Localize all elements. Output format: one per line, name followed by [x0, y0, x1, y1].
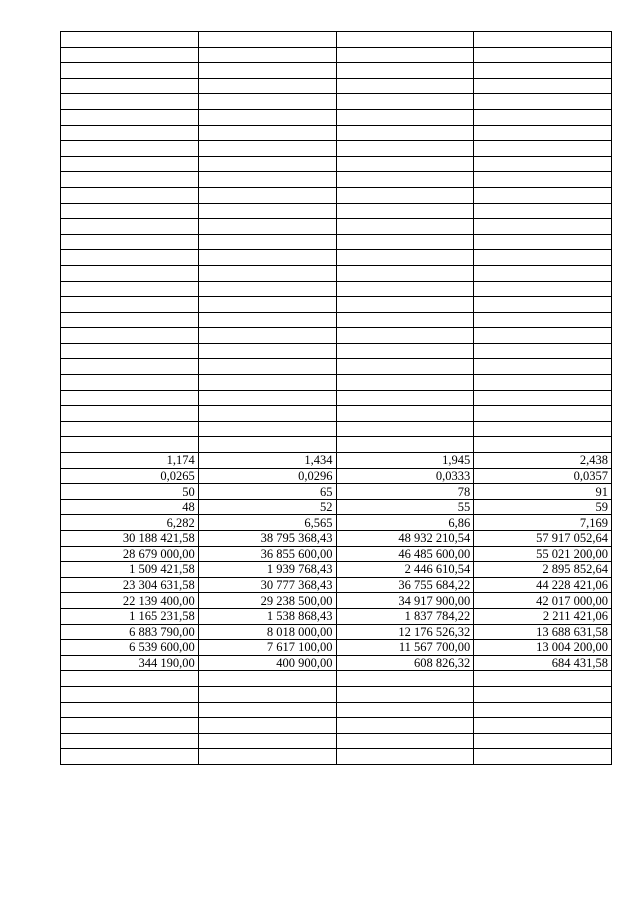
table-row [61, 640, 612, 656]
empty-row [61, 265, 612, 281]
empty-cell [474, 78, 612, 94]
empty-cell [61, 437, 199, 453]
table-cell: 7,169 [474, 515, 612, 531]
empty-cell [61, 250, 199, 266]
empty-cell [61, 125, 199, 141]
table-cell: 55 021 200,00 [474, 546, 612, 562]
empty-cell [474, 421, 612, 437]
empty-row [61, 234, 612, 250]
empty-cell [474, 203, 612, 219]
empty-cell [61, 312, 199, 328]
empty-cell [474, 686, 612, 702]
empty-cell [198, 172, 336, 188]
table-cell: 65 [198, 484, 336, 500]
table-cell: 28 679 000,00 [61, 546, 199, 562]
empty-cell [336, 94, 474, 110]
table-cell: 78 [336, 484, 474, 500]
table-cell: 34 917 900,00 [336, 593, 474, 609]
table-cell: 38 795 368,43 [198, 531, 336, 547]
empty-cell [61, 375, 199, 391]
table-cell: 91 [474, 484, 612, 500]
empty-cell [474, 718, 612, 734]
empty-cell [61, 32, 199, 48]
empty-cell [198, 281, 336, 297]
empty-cell [198, 375, 336, 391]
empty-cell [474, 265, 612, 281]
empty-cell [198, 406, 336, 422]
empty-cell [474, 733, 612, 749]
empty-cell [61, 718, 199, 734]
table-cell: 29 238 500,00 [198, 593, 336, 609]
table-cell: 7 617 100,00 [198, 640, 336, 656]
table-cell: 0,0296 [198, 468, 336, 484]
empty-row [61, 343, 612, 359]
empty-cell [336, 733, 474, 749]
empty-row [61, 141, 612, 157]
empty-cell [198, 187, 336, 203]
empty-cell [336, 686, 474, 702]
empty-cell [474, 141, 612, 157]
empty-row [61, 718, 612, 734]
empty-cell [198, 421, 336, 437]
empty-row [61, 328, 612, 344]
table-cell: 0,0357 [474, 468, 612, 484]
empty-row [61, 671, 612, 687]
table-row [61, 468, 612, 484]
table-cell: 344 190,00 [61, 655, 199, 671]
empty-cell [474, 702, 612, 718]
table-row [61, 624, 612, 640]
empty-row [61, 156, 612, 172]
empty-cell [198, 733, 336, 749]
table-cell: 1 837 784,22 [336, 608, 474, 624]
table-cell: 1,945 [336, 453, 474, 469]
empty-cell [336, 406, 474, 422]
empty-row [61, 749, 612, 765]
table-cell: 8 018 000,00 [198, 624, 336, 640]
empty-cell [336, 172, 474, 188]
empty-cell [474, 172, 612, 188]
empty-cell [336, 328, 474, 344]
empty-cell [474, 234, 612, 250]
empty-row [61, 172, 612, 188]
table-cell: 13 688 631,58 [474, 624, 612, 640]
empty-cell [61, 671, 199, 687]
table-cell: 23 304 631,58 [61, 577, 199, 593]
table-cell: 57 917 052,64 [474, 531, 612, 547]
empty-row [61, 250, 612, 266]
empty-cell [336, 718, 474, 734]
empty-cell [474, 156, 612, 172]
table-cell: 6 539 600,00 [61, 640, 199, 656]
empty-row [61, 219, 612, 235]
empty-cell [336, 390, 474, 406]
empty-cell [198, 32, 336, 48]
empty-cell [336, 125, 474, 141]
empty-cell [198, 359, 336, 375]
table-cell: 684 431,58 [474, 655, 612, 671]
table-cell: 13 004 200,00 [474, 640, 612, 656]
empty-cell [61, 281, 199, 297]
empty-row [61, 375, 612, 391]
empty-cell [61, 203, 199, 219]
empty-cell [474, 109, 612, 125]
table-row [61, 593, 612, 609]
empty-cell [336, 63, 474, 79]
table-cell: 6 883 790,00 [61, 624, 199, 640]
empty-cell [336, 109, 474, 125]
empty-cell [198, 156, 336, 172]
empty-cell [474, 671, 612, 687]
empty-cell [474, 32, 612, 48]
table-cell: 0,0265 [61, 468, 199, 484]
table-cell: 48 [61, 499, 199, 515]
empty-row [61, 297, 612, 313]
empty-cell [61, 421, 199, 437]
table-row [61, 453, 612, 469]
empty-row [61, 109, 612, 125]
table-cell: 1 165 231,58 [61, 608, 199, 624]
empty-cell [61, 156, 199, 172]
empty-cell [61, 109, 199, 125]
empty-cell [198, 328, 336, 344]
empty-cell [336, 437, 474, 453]
empty-cell [474, 125, 612, 141]
data-table-body [61, 32, 612, 765]
empty-cell [198, 141, 336, 157]
empty-cell [336, 187, 474, 203]
empty-cell [198, 312, 336, 328]
empty-cell [336, 141, 474, 157]
table-cell: 400 900,00 [198, 655, 336, 671]
empty-cell [336, 265, 474, 281]
table-cell: 36 755 684,22 [336, 577, 474, 593]
table-row [61, 531, 612, 547]
empty-cell [336, 156, 474, 172]
empty-cell [198, 343, 336, 359]
empty-cell [198, 47, 336, 63]
empty-cell [198, 671, 336, 687]
empty-cell [336, 78, 474, 94]
empty-cell [474, 328, 612, 344]
empty-cell [61, 702, 199, 718]
table-row [61, 608, 612, 624]
empty-cell [336, 32, 474, 48]
table-cell: 44 228 421,06 [474, 577, 612, 593]
empty-cell [61, 78, 199, 94]
empty-cell [61, 219, 199, 235]
empty-cell [474, 437, 612, 453]
table-cell: 12 176 526,32 [336, 624, 474, 640]
table-cell: 0,0333 [336, 468, 474, 484]
empty-cell [198, 390, 336, 406]
table-cell: 52 [198, 499, 336, 515]
empty-cell [474, 343, 612, 359]
empty-row [61, 702, 612, 718]
empty-cell [198, 686, 336, 702]
empty-cell [198, 749, 336, 765]
table-row [61, 484, 612, 500]
table-row [61, 515, 612, 531]
empty-cell [61, 749, 199, 765]
empty-cell [198, 109, 336, 125]
empty-cell [474, 281, 612, 297]
empty-row [61, 94, 612, 110]
table-cell: 6,86 [336, 515, 474, 531]
empty-cell [336, 375, 474, 391]
empty-cell [474, 359, 612, 375]
empty-row [61, 187, 612, 203]
empty-cell [61, 390, 199, 406]
empty-cell [336, 359, 474, 375]
empty-cell [336, 203, 474, 219]
empty-cell [474, 250, 612, 266]
empty-cell [474, 390, 612, 406]
empty-cell [198, 78, 336, 94]
empty-cell [474, 94, 612, 110]
empty-cell [198, 250, 336, 266]
table-cell: 6,282 [61, 515, 199, 531]
table-cell: 30 188 421,58 [61, 531, 199, 547]
empty-row [61, 359, 612, 375]
empty-cell [198, 297, 336, 313]
table-cell: 50 [61, 484, 199, 500]
empty-row [61, 390, 612, 406]
empty-cell [198, 63, 336, 79]
empty-cell [474, 219, 612, 235]
empty-cell [474, 63, 612, 79]
empty-row [61, 203, 612, 219]
empty-cell [61, 297, 199, 313]
empty-row [61, 63, 612, 79]
empty-cell [198, 203, 336, 219]
empty-cell [61, 406, 199, 422]
empty-cell [61, 733, 199, 749]
table-cell: 42 017 000,00 [474, 593, 612, 609]
empty-cell [198, 718, 336, 734]
empty-cell [198, 234, 336, 250]
empty-cell [336, 250, 474, 266]
empty-cell [474, 375, 612, 391]
table-cell: 1 538 868,43 [198, 608, 336, 624]
data-table [60, 31, 612, 765]
empty-cell [61, 94, 199, 110]
table-cell: 2 895 852,64 [474, 562, 612, 578]
empty-cell [336, 219, 474, 235]
table-cell: 1,174 [61, 453, 199, 469]
empty-row [61, 47, 612, 63]
table-cell: 2 446 610,54 [336, 562, 474, 578]
table-cell: 1 509 421,58 [61, 562, 199, 578]
empty-row [61, 406, 612, 422]
empty-cell [336, 749, 474, 765]
empty-cell [336, 671, 474, 687]
empty-row [61, 312, 612, 328]
empty-cell [474, 187, 612, 203]
table-row [61, 577, 612, 593]
empty-cell [474, 47, 612, 63]
table-cell: 36 855 600,00 [198, 546, 336, 562]
empty-row [61, 421, 612, 437]
empty-cell [198, 702, 336, 718]
empty-cell [61, 234, 199, 250]
table-row [61, 499, 612, 515]
table-cell: 6,565 [198, 515, 336, 531]
empty-row [61, 686, 612, 702]
empty-cell [336, 343, 474, 359]
empty-cell [474, 297, 612, 313]
empty-cell [198, 265, 336, 281]
empty-cell [61, 686, 199, 702]
table-cell: 48 932 210,54 [336, 531, 474, 547]
empty-cell [61, 187, 199, 203]
table-cell: 2,438 [474, 453, 612, 469]
table-cell: 55 [336, 499, 474, 515]
table-row [61, 562, 612, 578]
empty-cell [61, 328, 199, 344]
table-cell: 1,434 [198, 453, 336, 469]
table-cell: 22 139 400,00 [61, 593, 199, 609]
table-cell: 11 567 700,00 [336, 640, 474, 656]
empty-row [61, 437, 612, 453]
table-row [61, 655, 612, 671]
empty-cell [336, 297, 474, 313]
table-cell: 2 211 421,06 [474, 608, 612, 624]
table-cell: 30 777 368,43 [198, 577, 336, 593]
table-cell: 46 485 600,00 [336, 546, 474, 562]
empty-cell [336, 281, 474, 297]
empty-cell [61, 265, 199, 281]
empty-cell [61, 141, 199, 157]
empty-row [61, 32, 612, 48]
empty-cell [336, 421, 474, 437]
table-row [61, 546, 612, 562]
empty-cell [198, 94, 336, 110]
table-cell: 1 939 768,43 [198, 562, 336, 578]
empty-cell [61, 47, 199, 63]
empty-cell [61, 63, 199, 79]
empty-cell [198, 125, 336, 141]
empty-cell [198, 219, 336, 235]
empty-cell [336, 702, 474, 718]
empty-cell [474, 749, 612, 765]
table-cell: 59 [474, 499, 612, 515]
empty-cell [336, 234, 474, 250]
empty-cell [474, 312, 612, 328]
empty-row [61, 281, 612, 297]
empty-cell [336, 312, 474, 328]
empty-row [61, 78, 612, 94]
empty-cell [336, 47, 474, 63]
table-cell: 608 826,32 [336, 655, 474, 671]
empty-cell [61, 343, 199, 359]
empty-row [61, 125, 612, 141]
empty-cell [61, 172, 199, 188]
empty-cell [198, 437, 336, 453]
empty-cell [474, 406, 612, 422]
empty-cell [61, 359, 199, 375]
empty-row [61, 733, 612, 749]
